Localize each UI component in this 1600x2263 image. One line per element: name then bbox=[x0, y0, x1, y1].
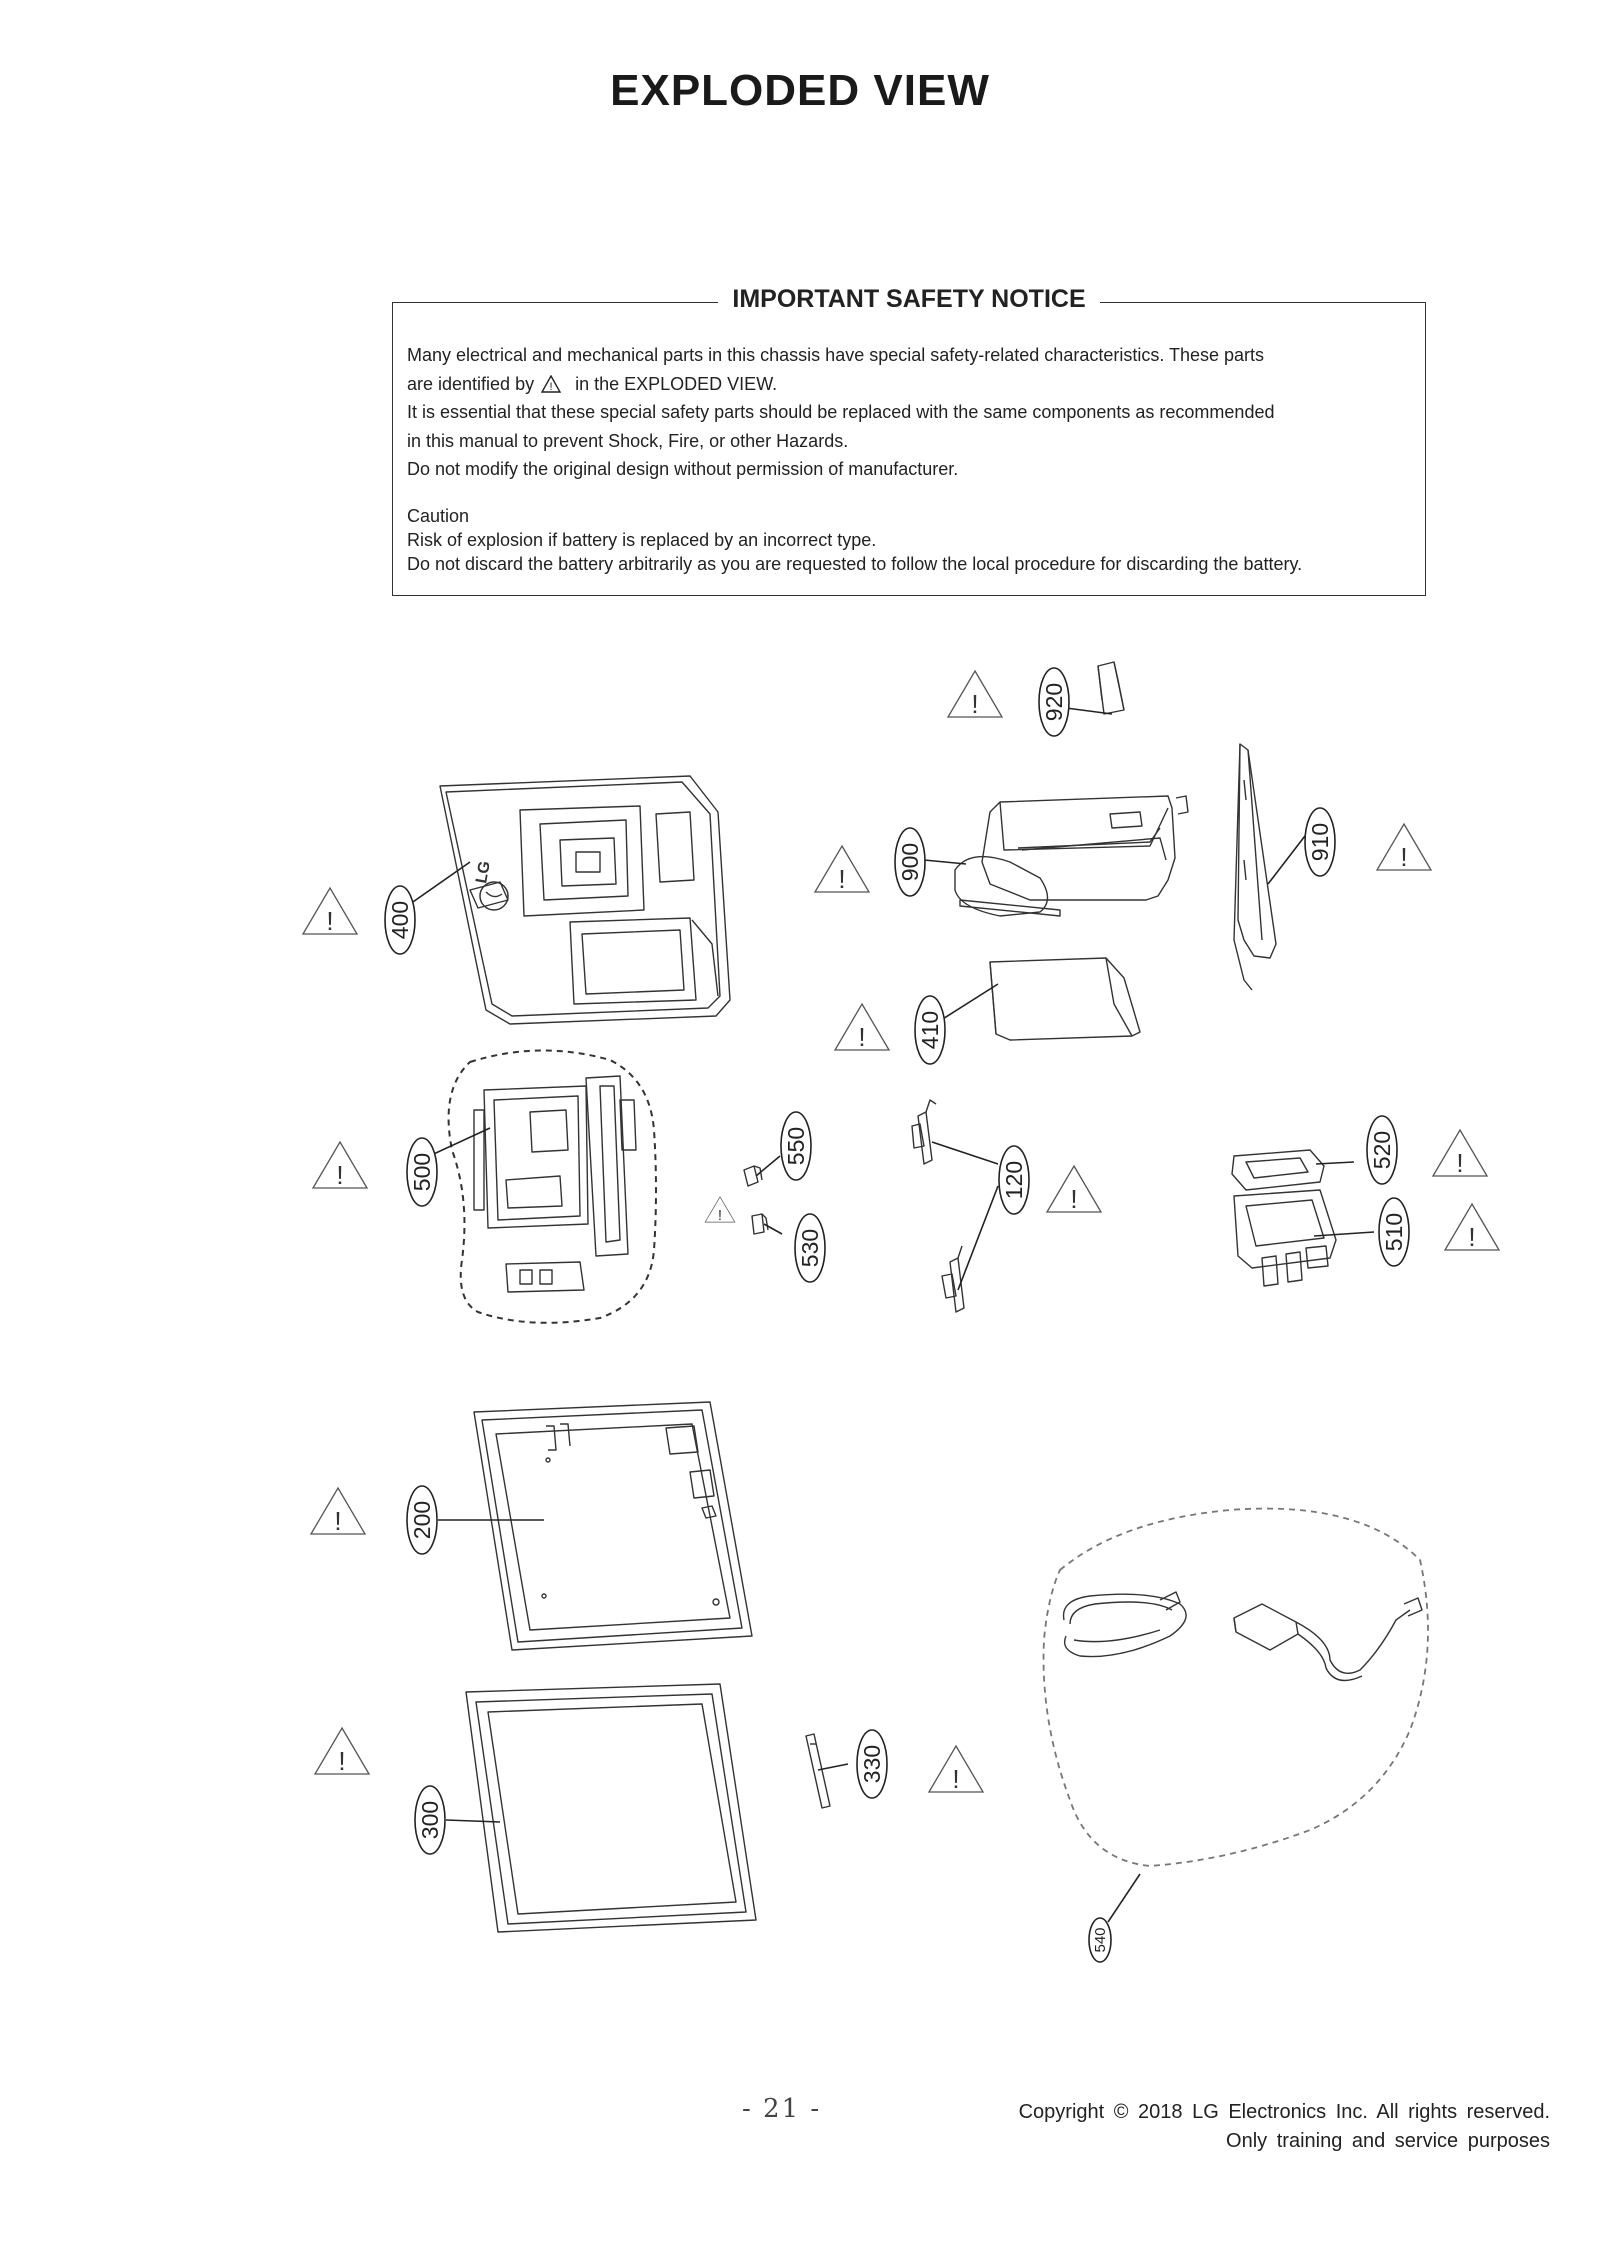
part-400-rear-cover bbox=[440, 776, 730, 1024]
label-540: 540 bbox=[1092, 1927, 1109, 1953]
label-530: 530 bbox=[797, 1228, 823, 1268]
label-120: 120 bbox=[1001, 1160, 1027, 1200]
part-330-strip bbox=[806, 1734, 830, 1808]
part-120-cables bbox=[912, 1100, 964, 1312]
label-500: 500 bbox=[409, 1152, 435, 1192]
warning-mark: ! bbox=[1468, 1222, 1476, 1252]
part-540-power-kit bbox=[1044, 1509, 1428, 1866]
part-500-chassis bbox=[449, 1050, 656, 1322]
notice-line-4: in this manual to prevent Shock, Fire, or other Hazards. bbox=[407, 430, 849, 451]
warning-mark: ! bbox=[1400, 842, 1408, 872]
page-title: EXPLODED VIEW bbox=[610, 66, 990, 115]
part-910-panel bbox=[1234, 744, 1276, 990]
label-550: 550 bbox=[783, 1126, 809, 1166]
notice-line-2-post: in the EXPLODED VIEW. bbox=[575, 373, 778, 394]
part-410-cover-plate bbox=[990, 958, 1140, 1040]
notice-line-5: Do not modify the original design without permission of manufacturer. bbox=[407, 459, 959, 479]
warning-mark: ! bbox=[338, 1746, 346, 1776]
label-900: 900 bbox=[897, 842, 923, 882]
copyright-line-2: Only training and service purposes bbox=[1226, 2130, 1550, 2152]
warning-mark: ! bbox=[717, 1207, 723, 1224]
label-300: 300 bbox=[417, 1800, 443, 1840]
label-200: 200 bbox=[409, 1500, 435, 1540]
part-900-stand bbox=[955, 796, 1188, 916]
label-410: 410 bbox=[917, 1010, 943, 1050]
warning-mark: ! bbox=[326, 906, 334, 936]
warning-mark: ! bbox=[334, 1506, 342, 1536]
warning-mark: ! bbox=[336, 1160, 344, 1190]
part-300-front-bezel bbox=[466, 1684, 756, 1932]
label-910: 910 bbox=[1307, 822, 1333, 862]
label-510: 510 bbox=[1381, 1212, 1407, 1252]
notice-line-1: Many electrical and mechanical parts in this chassis have special safety-related characteristics. These parts bbox=[407, 345, 1265, 365]
part-200-back-panel bbox=[474, 1402, 752, 1650]
label-920: 920 bbox=[1041, 682, 1067, 722]
warning-mark: ! bbox=[1070, 1184, 1078, 1214]
caution-line-2: Do not discard the battery arbitrarily as you are requested to follow the local procedure for discarding the battery. bbox=[407, 553, 1303, 574]
label-400: 400 bbox=[387, 900, 413, 940]
notice-line-3: It is essential that these special safety parts should be replaced with the same components as recommended bbox=[407, 402, 1275, 422]
copyright-line-1: Copyright © 2018 LG Electronics Inc. All rights reserved. bbox=[1018, 2101, 1550, 2123]
warning-mark: ! bbox=[838, 864, 846, 894]
page-number: - 21 - bbox=[742, 2094, 822, 2124]
warning-mark: ! bbox=[952, 1764, 960, 1794]
label-330: 330 bbox=[859, 1744, 885, 1784]
part-920-bracket bbox=[1098, 662, 1124, 714]
part-550-clip bbox=[744, 1166, 762, 1186]
warning-mark: ! bbox=[971, 689, 979, 719]
copyright-notice bbox=[1019, 2098, 1550, 2156]
warning-mark: ! bbox=[1456, 1148, 1464, 1178]
label-520: 520 bbox=[1369, 1130, 1395, 1170]
part-510-pcb bbox=[1234, 1190, 1336, 1286]
part-520-pcb bbox=[1232, 1150, 1324, 1190]
svg-text:LG: LG bbox=[473, 859, 494, 885]
caution-title: Caution bbox=[407, 505, 470, 526]
notice-line-2-pre: are identified by bbox=[407, 373, 535, 394]
svg-text:!: ! bbox=[549, 380, 553, 393]
safety-notice-title: IMPORTANT SAFETY NOTICE bbox=[718, 285, 1099, 313]
warning-mark: ! bbox=[858, 1022, 866, 1052]
caution-line-1: Risk of explosion if battery is replaced by an incorrect type. bbox=[407, 529, 877, 550]
